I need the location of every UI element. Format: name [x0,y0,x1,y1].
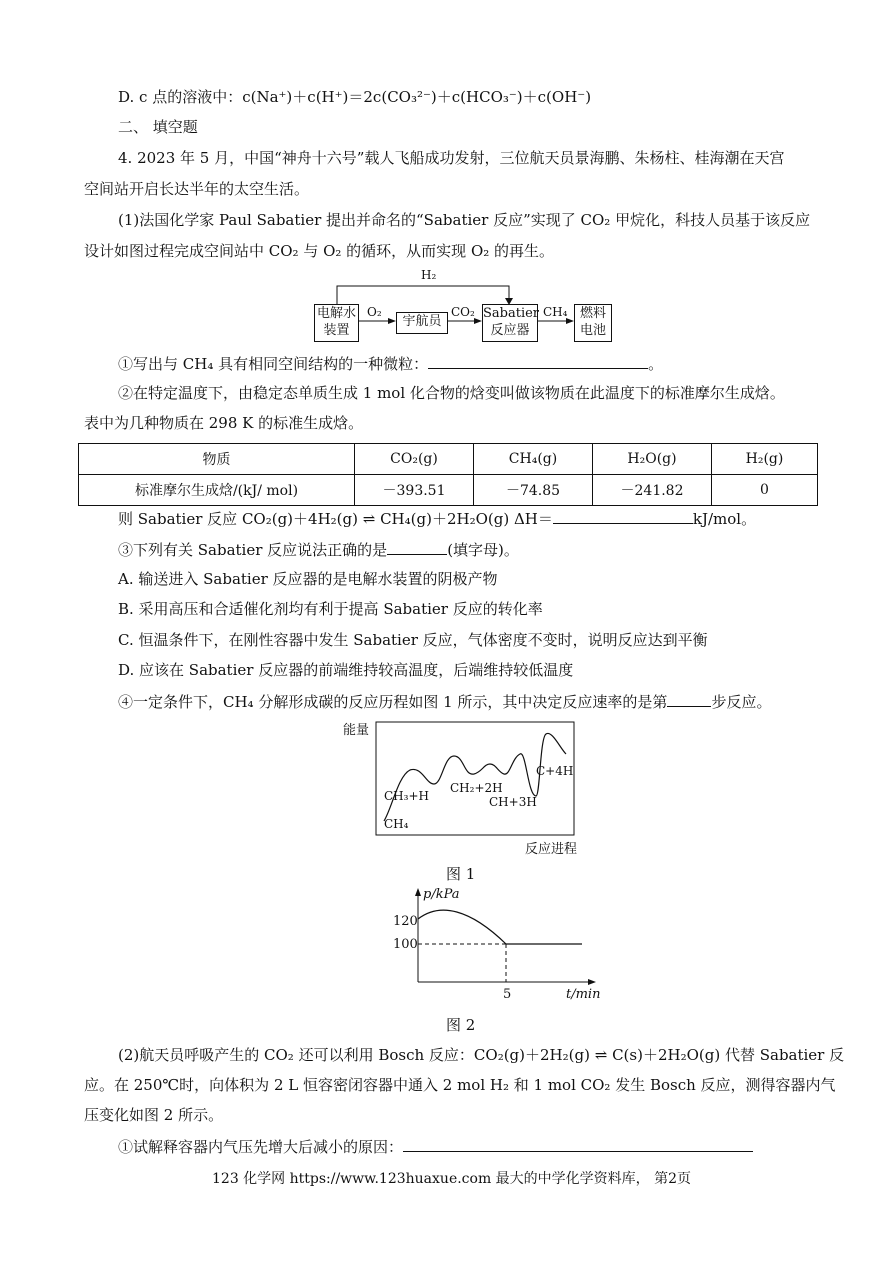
enthalpy-unit: kJ/mol。 [692,510,757,528]
sub-question-4-end: 步反应。 [711,693,772,711]
flow-label-o2: O₂ [367,305,382,319]
answer-blank-3[interactable] [387,538,447,555]
fig2-xlabel: t/min [566,987,601,1002]
flow-box-fuel-cell-line1: 燃料 [579,306,606,321]
table-cell: －74.85 [474,475,593,506]
answer-blank-5[interactable] [403,1135,753,1152]
sub-question-1-text: ①写出与 CH₄ 具有相同空间结构的一种微粒： [118,355,429,373]
sub-question-4-text: ④一定条件下，CH₄ 分解形成碳的反应历程如图 1 所示，其中决定反应速率的是第 [118,693,668,711]
option-c: C. 恒温条件下，在刚性容器中发生 Sabatier 反应，气体密度不变时，说明反应达到平衡 [118,631,708,649]
answer-blank-4[interactable] [667,690,711,707]
flow-label-ch4: CH₄ [543,305,568,319]
flow-box-fuel-cell [574,304,612,342]
option-a: A. 输送进入 Sabatier 反应器的是电解水装置的阴极产物 [118,570,498,588]
part-2-text-cont: 应。在 250℃时，向体积为 2 L 恒容密闭容器中通入 2 mol H₂ 和 1 mol CO₂ 发生 Bosch 反应，测得容器内气 [84,1076,836,1094]
table-cell: －241.82 [593,475,712,506]
sub-question-2-cont: 表中为几种物质在 298 K 的标准生成焓。 [84,414,364,432]
flow-box-fuel-cell-line2: 电池 [579,323,606,338]
table-header-cell: H₂O(g) [593,444,712,475]
question-4-intro-cont: 空间站开启长达半年的太空生活。 [84,180,310,198]
table-header-row [79,444,818,475]
flow-box-sabatier-line2: 反应器 [490,323,530,338]
flow-box-electrolysis-line2: 装置 [323,323,350,338]
flow-box-astronaut: 宇航员 [396,312,448,334]
sub-question-3 [118,538,519,561]
part-2-question-1-text: ①试解释容器内气压先增大后减小的原因： [118,1138,404,1156]
flow-box-electrolysis-line1: 电解水 [316,306,356,321]
option-d: D. 应该在 Sabatier 反应器的前端维持较高温度，后端维持较低温度 [118,661,574,679]
page-footer: 123 化学网 https://www.123huaxue.com 最大的中学化学资料库， 第2页 [212,1171,692,1187]
fig2-tick-5: 5 [503,987,512,1002]
sub-question-4 [118,690,771,713]
sub-question-3-text: ③下列有关 Sabatier 反应说法正确的是 [118,541,388,559]
fig2-tick-120: 120 [393,914,418,929]
sabatier-equation-text: 则 Sabatier 反应 CO₂(g)＋4H₂(g) ⇌ CH₄(g)＋2H₂O(g) ΔH＝ [118,510,553,528]
sub-question-3-end: (填字母)。 [447,541,519,559]
fig1-ylabel: 能量 [343,723,370,738]
fig2-tick-100: 100 [393,937,418,952]
fig1-caption: 图 1 [446,865,476,883]
flow-box-sabatier [482,304,538,342]
sub-question-1-end: 。 [648,355,664,373]
table-header-cell: H₂(g) [712,444,818,475]
fig2-ylabel: p/kPa [423,887,460,902]
part-2-text-cont2: 压变化如图 2 所示。 [84,1106,224,1124]
part-2-text: (2)航天员呼吸产生的 CO₂ 还可以利用 Bosch 反应：CO₂(g)＋2H₂(g) ⇌ C(s)＋2H₂O(g) 代替 Sabatier 反 [118,1046,845,1064]
flow-box-electrolysis [314,304,359,342]
fig1-xlabel: 反应进程 [525,842,578,857]
fig1-label-c: C+4H [536,764,574,778]
flow-box-sabatier-line1: Sabatier [483,306,540,321]
question-4-intro: 4. 2023 年 5 月，中国“神舟十六号”载人飞船成功发射，三位航天员景海鹏、朱杨柱、桂海潮在天宫 [118,149,785,167]
table-header-cell: 物质 [79,444,355,475]
table-cell: －393.51 [355,475,474,506]
fig2-caption: 图 2 [446,1016,476,1034]
table-header-cell: CH₄(g) [474,444,593,475]
enthalpy-table [78,443,818,506]
fig1-label-ch2: CH₂+2H [450,781,503,795]
table-cell: 标准摩尔生成焓/(kJ/ mol) [79,475,355,506]
answer-blank-enthalpy[interactable] [553,507,693,524]
fig1-label-ch4: CH₄ [384,817,409,831]
sub-question-1 [118,352,663,375]
table-cell: 0 [712,475,818,506]
table-row [79,475,818,506]
flow-label-co2: CO₂ [451,305,475,319]
part-2-question-1 [118,1135,753,1158]
answer-blank-1[interactable] [428,352,648,369]
option-b: B. 采用高压和合适催化剂均有利于提高 Sabatier 反应的转化率 [118,600,543,618]
sub-question-2: ②在特定温度下，由稳定态单质生成 1 mol 化合物的焓变叫做该物质在此温度下的标准摩尔生成焓。 [118,384,785,402]
part-1-text: (1)法国化学家 Paul Sabatier 提出并命名的“Sabatier 反应”实现了 CO₂ 甲烷化，科技人员基于该反应 [118,211,811,229]
part-1-text-cont: 设计如图过程完成空间站中 CO₂ 与 O₂ 的循环，从而实现 O₂ 的再生。 [84,242,555,260]
table-header-cell: CO₂(g) [355,444,474,475]
section-heading: 二、 填空题 [118,118,198,136]
option-d-solution: D. c 点的溶液中：c(Na⁺)＋c(H⁺)＝2c(CO₃²⁻)＋c(HCO₃⁻)＋c(OH⁻) [118,88,592,106]
fig1-label-ch: CH+3H [489,795,537,809]
flow-label-h2: H₂ [421,268,437,282]
sabatier-equation [118,507,756,530]
fig1-label-ch3: CH₃+H [384,789,429,803]
